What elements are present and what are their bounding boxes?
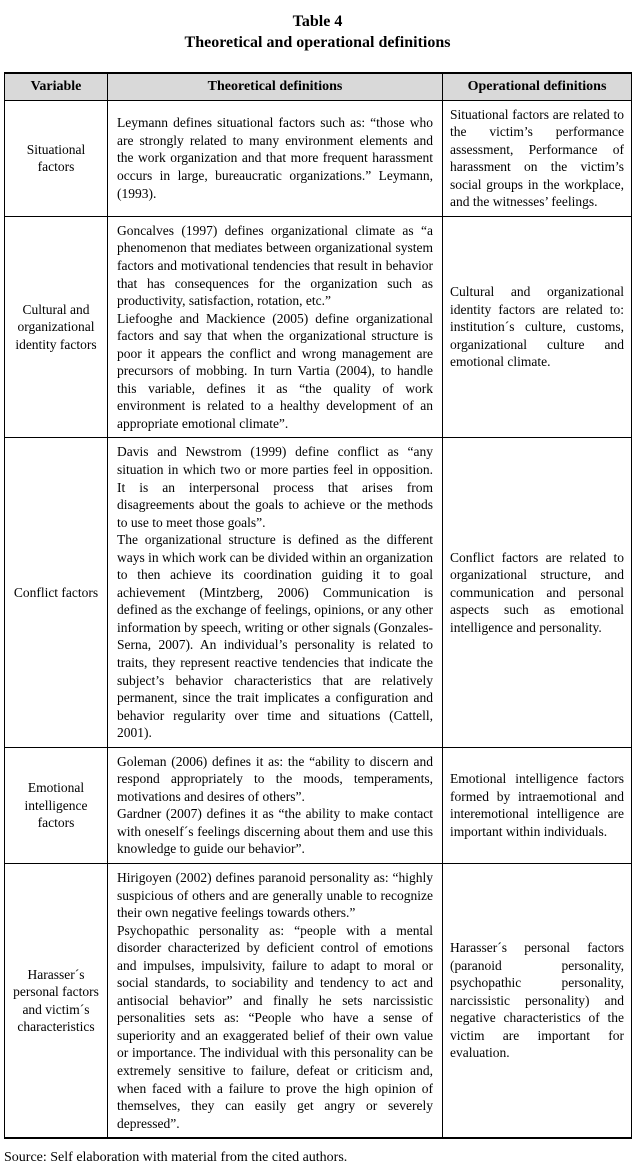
variable-cell: Conflict factors <box>5 438 108 747</box>
operational-paragraph: Emotional intelligence factors formed by intraemotional and interemotional intelligence are important within individuals. <box>450 771 624 839</box>
table-row <box>5 747 632 863</box>
table-number: Table 4 <box>292 13 343 30</box>
table-body <box>5 100 632 1138</box>
variable-cell: Situational factors <box>5 100 108 216</box>
operational-paragraph: Conflict factors are related to organizational structure, and communication and personal aspects such as emotional intelligence and personality. <box>450 549 624 635</box>
theoretical-paragraph: Goncalves (1997) defines organizational climate as “a phenomenon that mediates between organizational system factors and motivational tendencies that result in behavior that has consequences for the organization such as productivity, satisfaction, rotation, etc.” <box>117 222 433 309</box>
table-row <box>5 216 632 438</box>
theoretical-paragraph: Davis and Newstrom (1999) define conflict as “any situation in which two or more parties feel in opposition. It is an interpersonal process that arises from disagreements about the goals to achieve or the methods to use to meet those goals”. <box>117 444 433 530</box>
theoretical-paragraph: Psychopathic personality as: “people with a mental disorder characterized by deficient control of emotions and impulses, impulsivity, failure to adapt to moral or social standards, to sociability and tendency to act and antisocial behavior” and finally he sets narcissistic personalities sets as: “People who have a sense of superiority and an exaggerated belief of their own value or importance. The individual with this personality can be extremely sensitive to failure, defeat or criticism and, when faced with a failure to prove the high opinion of themselves, they can easily get angry or severely depressed”. <box>117 922 433 1131</box>
operational-paragraph: Harasser´s personal factors (paranoid personality, psychopathic personality, narcissistic personality) and negative characteristics of the victim are important for evaluation. <box>450 940 624 1061</box>
table-row <box>5 100 632 216</box>
variable-cell: Cultural and organizational identity factors <box>5 216 108 438</box>
variable-cell: Emotional intelligence factors <box>5 747 108 863</box>
theoretical-definition-cell <box>108 747 443 863</box>
table-caption <box>4 12 631 54</box>
column-header-theoretical: Theoretical definitions <box>108 73 443 101</box>
table-row <box>5 438 632 747</box>
theoretical-paragraph: Goleman (2006) defines it as: the “ability to discern and respond appropriately to the moods, temperaments, motivations and desires of others”. <box>117 753 433 804</box>
theoretical-definition-cell <box>108 438 443 747</box>
variable-cell: Harasser´s personal factors and victim´s characteristics <box>5 864 108 1139</box>
operational-definition-cell <box>443 747 632 863</box>
column-header-operational: Operational definitions <box>443 73 632 101</box>
theoretical-definition-cell <box>108 864 443 1139</box>
operational-definition-cell <box>443 216 632 438</box>
operational-definition-cell <box>443 864 632 1139</box>
theoretical-definition-cell <box>108 216 443 438</box>
theoretical-paragraph: The organizational structure is defined as the different ways in which work can be divided within an organization to then achieve its coordination guiding it to goal achievement (Mintzberg, 2006) Communication is defined as the exchange of feelings, opinions, or any other information by speech, writing or other signals (Gonzales-Serna, 2007). An individual’s personality is related to traits, they represent reactive tendencies that indicate the subject’s behavior characteristics that are relatively permanent, since the trait implicates a configuration and behavior regularity over time and situations (Cattell, 2001). <box>117 532 433 741</box>
theoretical-paragraph: Leymann defines situational factors such as: “those who are strongly related to many environment elements and the work organization and that more frequent harassment occurs in large, bureaucratic organizations.” Leymann, (1993). <box>117 115 433 201</box>
table-title: Theoretical and operational definitions <box>184 33 451 51</box>
theoretical-paragraph: Gardner (2007) defines it as “the ability to make contact with oneself´s feelings discerning about them and use this knowledge to guide our behavior”. <box>117 806 433 857</box>
theoretical-definition-cell <box>108 100 443 216</box>
table-header-row <box>5 73 632 101</box>
column-header-variable: Variable <box>5 73 108 101</box>
table-row <box>5 864 632 1139</box>
operational-definition-cell <box>443 438 632 747</box>
operational-definition-cell <box>443 100 632 216</box>
theoretical-paragraph: Hirigoyen (2002) defines paranoid personality as: “highly suspicious of others and are generally unable to recognize their own negative feelings towards others.” <box>117 870 433 921</box>
source-note: Source: Self elaboration with material from the cited authors. <box>4 1150 348 1166</box>
definitions-table <box>4 72 632 1140</box>
operational-paragraph: Situational factors are related to the victim’s performance assessment, Performance of harassment on the victim’s social groups in the workplace, and the witnesses’ feelings. <box>450 106 624 210</box>
operational-paragraph: Cultural and organizational identity factors are related to: institution´s culture, customs, organizational culture and emotional climate. <box>450 284 624 370</box>
theoretical-paragraph: Liefooghe and Mackience (2005) define organizational factors and say that when the organizational structure is poor it appears the conflict and wrong management are precursors of mobbing. In turn Vartia (2004), to handle this variable, defines it as “the quality of work environment is related to a healthy development of an appropriate emotional climate”. <box>117 310 433 431</box>
